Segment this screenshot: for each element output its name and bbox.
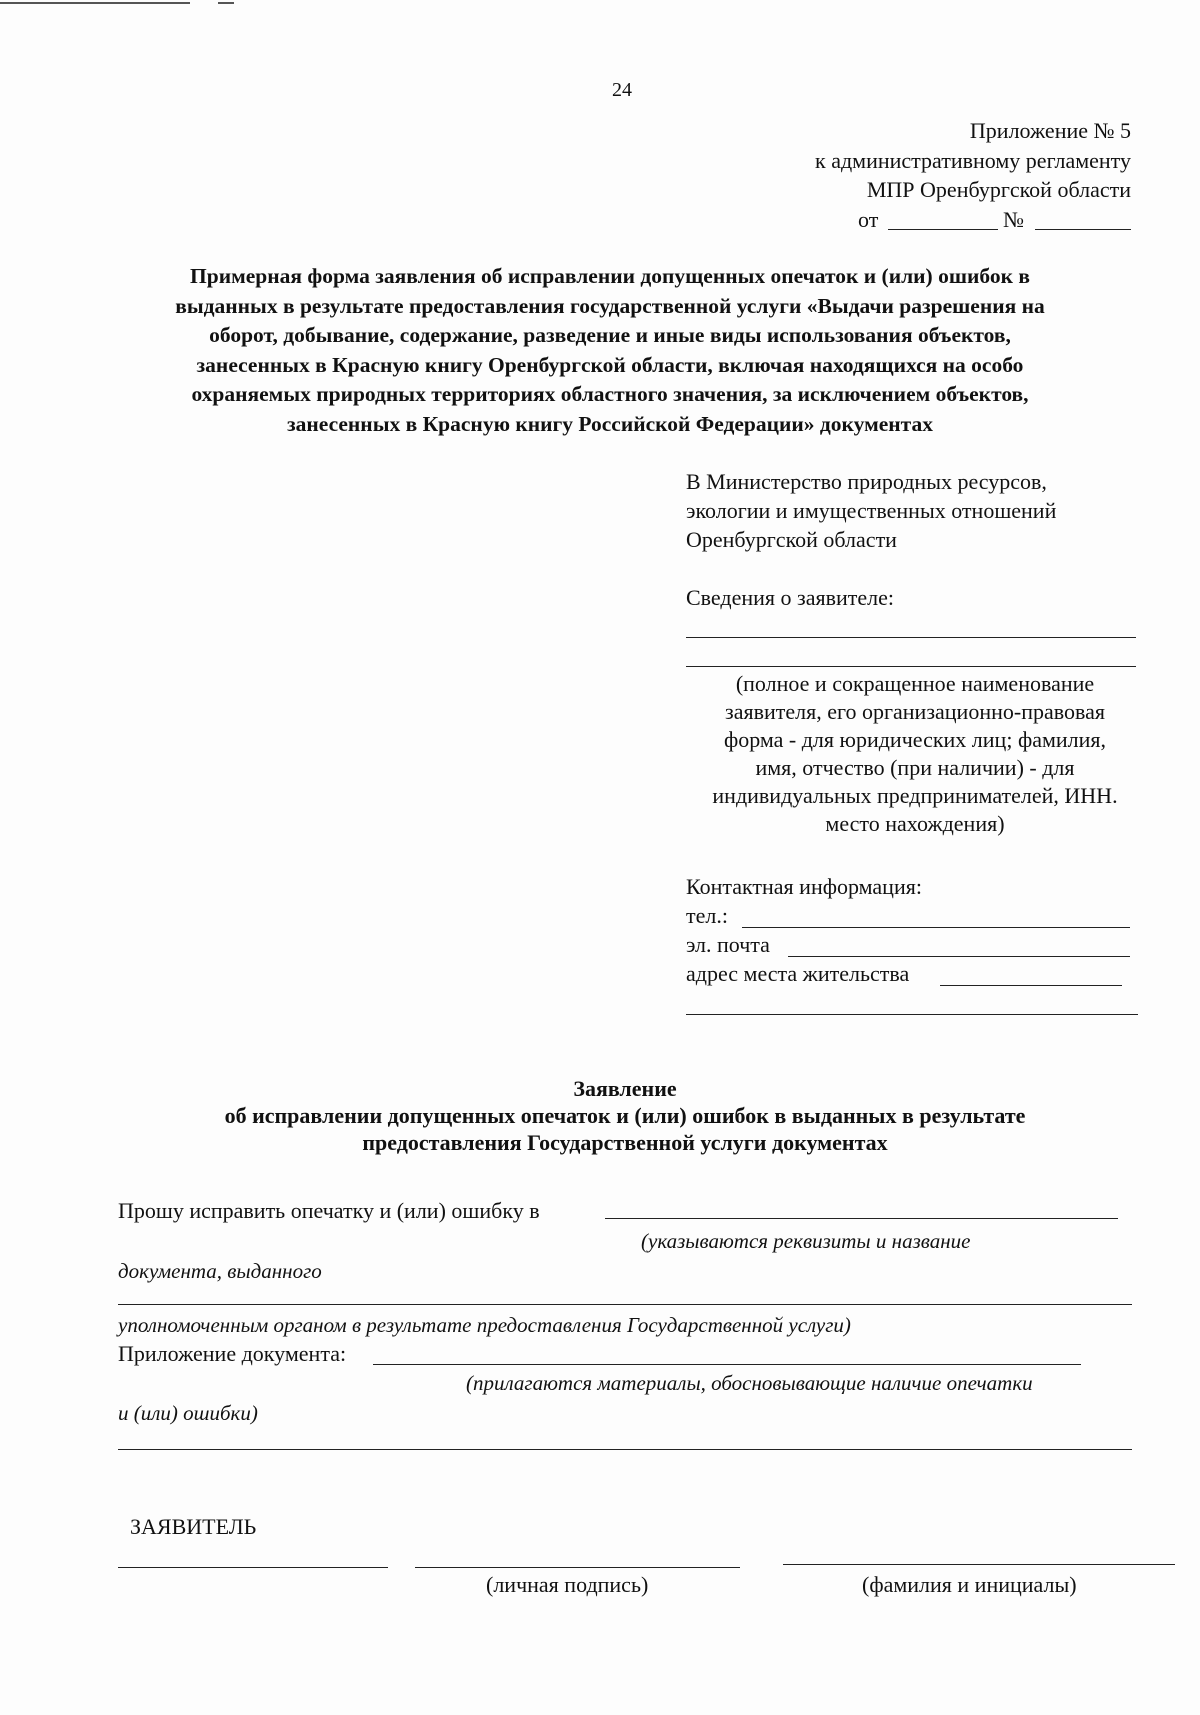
- signature-field-3[interactable]: [783, 1564, 1175, 1565]
- request-document-field-continued[interactable]: [118, 1304, 1132, 1305]
- attachment-field[interactable]: [373, 1364, 1081, 1365]
- appendix-number: Приложение № 5: [969, 118, 1131, 143]
- form-title-line: Примерная форма заявления об исправлении допущенных опечаток и (или) ошибок в: [190, 264, 1030, 288]
- contacts-label: Контактная информация:: [686, 874, 922, 899]
- address-field[interactable]: [940, 985, 1122, 986]
- form-title-line: оборот, добывание, содержание, разведение и иные виды использования объектов,: [209, 323, 1011, 347]
- form-title-line: выданных в результате предоставления государственной услуги «Выдачи разрешения на: [175, 293, 1045, 318]
- request-hint: уполномоченным органом в результате предоставления Государственной услуги): [118, 1313, 851, 1337]
- note-line: форма - для юридических лиц; фамилия,: [723, 727, 1107, 752]
- note-line: заявителя, его организационно-правовая: [725, 699, 1105, 724]
- attachment-hint: и (или) ошибки): [118, 1401, 258, 1425]
- applicant-info-label: Сведения о заявителе:: [686, 585, 895, 610]
- address-label: адрес места жительства: [686, 961, 910, 986]
- addressee-line: Оренбургской области: [686, 527, 897, 552]
- phone-field[interactable]: [742, 927, 1130, 928]
- address-field-continued[interactable]: [686, 1014, 1138, 1015]
- applicant-label: ЗАЯВИТЕЛЬ: [130, 1514, 257, 1539]
- page-number: 24: [612, 79, 632, 101]
- email-field[interactable]: [788, 956, 1130, 957]
- form-title-line: занесенных в Красную книгу Российской Федерации» документах: [286, 411, 934, 436]
- note-line: имя, отчество (при наличии) - для: [755, 755, 1075, 780]
- appendix-date-field[interactable]: [888, 229, 998, 230]
- appendix-regulation: к административному регламенту: [815, 148, 1131, 173]
- signature-field-2[interactable]: [415, 1567, 740, 1568]
- signature-field-1[interactable]: [118, 1567, 388, 1568]
- statement-heading-line: предоставления Государственной услуги документах: [362, 1130, 888, 1155]
- statement-heading: [110, 1075, 1140, 1156]
- note-line: (полное и сокращенное наименование: [735, 671, 1095, 696]
- attachment-label: Приложение документа:: [118, 1341, 347, 1366]
- scan-artifact: [0, 2, 190, 4]
- scan-artifact: [218, 2, 234, 4]
- request-hint: (указываются реквизиты и название: [641, 1229, 971, 1253]
- appendix-number-sign: №: [1003, 207, 1024, 232]
- form-title: [110, 262, 1110, 439]
- request-document-field[interactable]: [605, 1218, 1118, 1219]
- personal-signature-caption: (личная подпись): [486, 1572, 649, 1597]
- note-line: место нахождения): [825, 811, 1005, 836]
- applicant-info-field-2[interactable]: [686, 666, 1136, 667]
- appendix-ministry: МПР Оренбургской области: [866, 177, 1131, 202]
- statement-heading-line: Заявление: [573, 1076, 677, 1101]
- appendix-number-field[interactable]: [1035, 229, 1131, 230]
- attachment-field-continued[interactable]: [118, 1449, 1132, 1450]
- statement-heading-line: об исправлении допущенных опечаток и (или) ошибок в выданных в результате: [224, 1103, 1026, 1128]
- addressee-line: В Министерство природных ресурсов,: [686, 469, 1047, 494]
- applicant-info-note: [680, 670, 1150, 838]
- addressee-line: экологии и имущественных отношений: [686, 498, 1057, 523]
- request-hint: документа, выданного: [118, 1259, 322, 1283]
- appendix-date-prefix: от: [858, 207, 879, 232]
- phone-label: тел.:: [686, 903, 728, 928]
- form-title-line: охраняемых природных территориях областного значения, за исключением объектов,: [191, 382, 1029, 406]
- request-text: Прошу исправить опечатку и (или) ошибку в: [118, 1198, 540, 1223]
- form-title-line: занесенных в Красную книгу Оренбургской области, включая находящихся на особо: [196, 352, 1024, 377]
- full-name-caption: (фамилия и инициалы): [862, 1572, 1077, 1597]
- email-label: эл. почта: [686, 932, 770, 957]
- applicant-info-field-1[interactable]: [686, 637, 1136, 638]
- attachment-hint: (прилагаются материалы, обосновывающие наличие опечатки: [466, 1371, 1033, 1395]
- note-line: индивидуальных предпринимателей, ИНН.: [712, 783, 1118, 808]
